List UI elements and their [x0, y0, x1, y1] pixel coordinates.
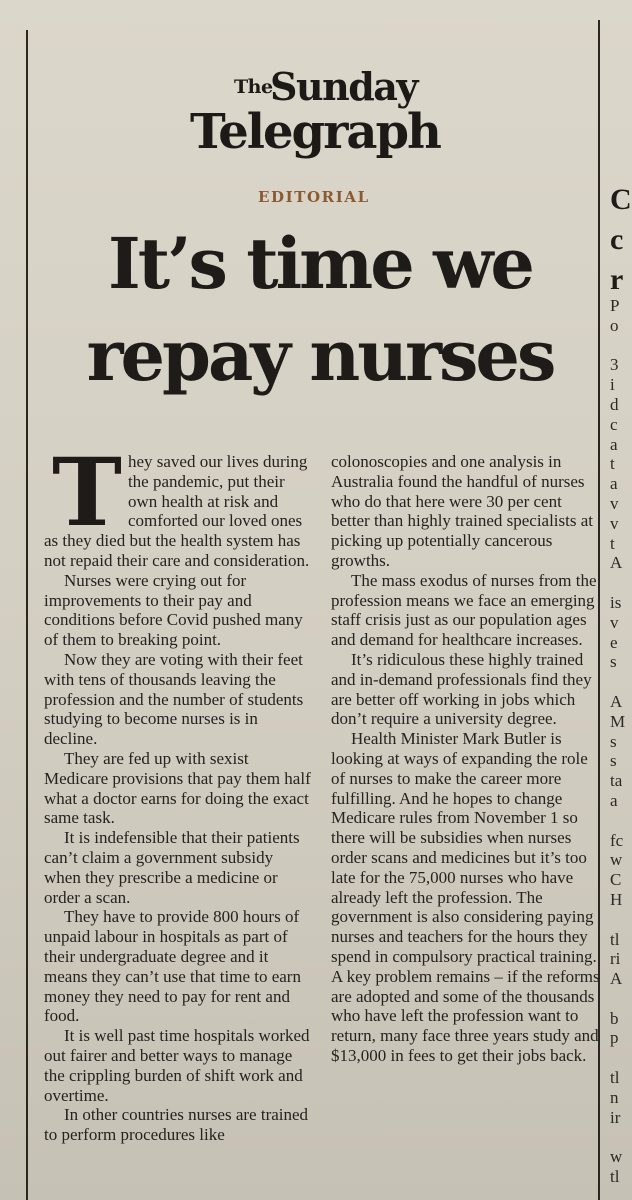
- edge-text-line: s: [610, 731, 617, 751]
- edge-text-line: v: [610, 493, 619, 513]
- edge-text-line: p: [610, 1028, 619, 1048]
- edge-text-line: e: [610, 632, 618, 652]
- edge-text-line: 3: [610, 355, 619, 375]
- edge-text-line: fc: [610, 830, 624, 850]
- edge-text-line: w: [610, 1147, 623, 1167]
- paragraph: The mass exodus of nurses from the profession means we face an emerging staff crisis just as our population ages and demand for healthcare increases.: [331, 570, 597, 650]
- column-rule-left: [26, 30, 28, 1200]
- paragraph: In other countries nurses are trained to perform procedures like: [44, 1105, 309, 1145]
- edge-text-line: M: [610, 711, 626, 731]
- edge-head-line: C: [610, 183, 632, 216]
- edge-text-line: tl: [610, 1167, 620, 1187]
- edge-text-line: tl: [610, 929, 620, 949]
- edge-text-line: s: [610, 652, 617, 672]
- paragraph: It is well past time hospitals worked out fairer and better ways to manage the crippling burden of shift work and overtime.: [44, 1026, 310, 1105]
- edge-text-line: is: [610, 592, 622, 612]
- edge-text-line: ir: [610, 1107, 621, 1127]
- edge-text-line: b: [610, 1008, 619, 1028]
- headline: It’s time we repay nurses: [86, 222, 554, 397]
- edge-text-line: H: [610, 889, 623, 909]
- edge-text-line: A: [610, 691, 623, 711]
- masthead-telegraph: Telegraph: [190, 104, 440, 160]
- edge-text-line: c: [610, 414, 618, 434]
- edge-text-line: v: [610, 513, 619, 533]
- edge-text-line: a: [610, 790, 618, 810]
- paragraph: They are fed up with sexist Medicare provisions that pay them half what a doctor earns for doing the exact same task.: [44, 748, 311, 828]
- edge-text-line: a: [610, 474, 618, 494]
- edge-text-line: s: [610, 751, 617, 771]
- drop-cap: T: [52, 438, 122, 548]
- edge-text-line: d: [610, 394, 619, 414]
- masthead-the: The: [234, 76, 273, 98]
- masthead-sunday: Sunday: [270, 64, 417, 109]
- paragraph: Health Minister Mark Butler is looking at ways of expanding the role of nurses to make the career more fulfilling. And he hopes to change Medicare rules from November 1 so there will be subsidies when nurses order scans and medicines but it’s too late for the 75,000 nurses who have already left the profession. The government is also considering paying nurses and teachers for the hours they spend in compulsory practical training. A key problem remains – if the reforms are adopted and some of the thousands who have left the profession want to return, many face three years study and $13,000 in fees to get their jobs back.: [331, 729, 600, 1065]
- edge-text-line: P: [610, 296, 620, 315]
- article-column-1: [44, 438, 314, 1145]
- masthead-logo: [190, 66, 460, 166]
- paragraph: Now they are voting with their feet with tens of thousands leaving the profession and the number of students studying to become nurses is in decline.: [44, 649, 304, 749]
- paragraph: It’s ridiculous these highly trained and in-demand professionals find they are better off working in jobs which don’t require a university degree.: [331, 649, 592, 729]
- edge-text-line: n: [610, 1087, 619, 1107]
- adjacent-article-headline-fragment: [610, 180, 632, 300]
- paragraph: colonoscopies and one analysis in Australia found the handful of nurses who do that here were 30 per cent better than highly trained specialists at picking up potentially cancerous growths.: [331, 452, 594, 570]
- edge-text-line: w: [610, 850, 623, 870]
- edge-text-line: A: [610, 553, 623, 573]
- edge-text-line: a: [610, 434, 618, 454]
- edge-text-line: o: [610, 315, 619, 335]
- edge-text-line: i: [610, 375, 615, 395]
- edge-text-line: C: [610, 870, 622, 890]
- edge-text-line: t: [610, 533, 615, 553]
- paragraph: It is indefensible that their patients can’t claim a government subsidy when they prescribe a medicine or order a scan.: [44, 828, 300, 907]
- edge-head-line: c: [610, 223, 624, 256]
- edge-text-line: [610, 1127, 632, 1147]
- edge-text-line: v: [610, 612, 619, 632]
- edge-text-line: ri: [610, 949, 621, 969]
- edge-text-line: A: [610, 969, 623, 989]
- edge-text-line: [610, 811, 632, 831]
- edge-text-line: [610, 910, 632, 930]
- edge-text-line: ta: [610, 771, 623, 791]
- paragraph: Nurses were crying out for improvements to their pay and conditions before Covid pushed many of them to breaking point.: [44, 570, 303, 650]
- adjacent-article-text-fragment: [610, 296, 632, 1187]
- section-kicker: EDITORIAL: [258, 188, 370, 206]
- article-column-2: [331, 452, 601, 1066]
- edge-text-line: [610, 1048, 632, 1068]
- edge-head-line: r: [610, 263, 624, 296]
- paragraph: They have to provide 800 hours of unpaid labour in hospitals as part of their undergraduate degree and it means they can’t use that time to earn money they need to pay for rent and food.: [44, 907, 301, 1026]
- paragraph: hey saved our lives during the pandemic, put their own health at risk and comforted our loved ones as they died but the health system has not repaid their care and consideration.: [44, 452, 310, 570]
- edge-text-line: [610, 336, 632, 356]
- edge-text-line: tl: [610, 1068, 620, 1088]
- edge-text-line: t: [610, 454, 615, 474]
- edge-text-line: [610, 672, 632, 692]
- edge-text-line: [610, 989, 632, 1009]
- edge-text-line: [610, 573, 632, 593]
